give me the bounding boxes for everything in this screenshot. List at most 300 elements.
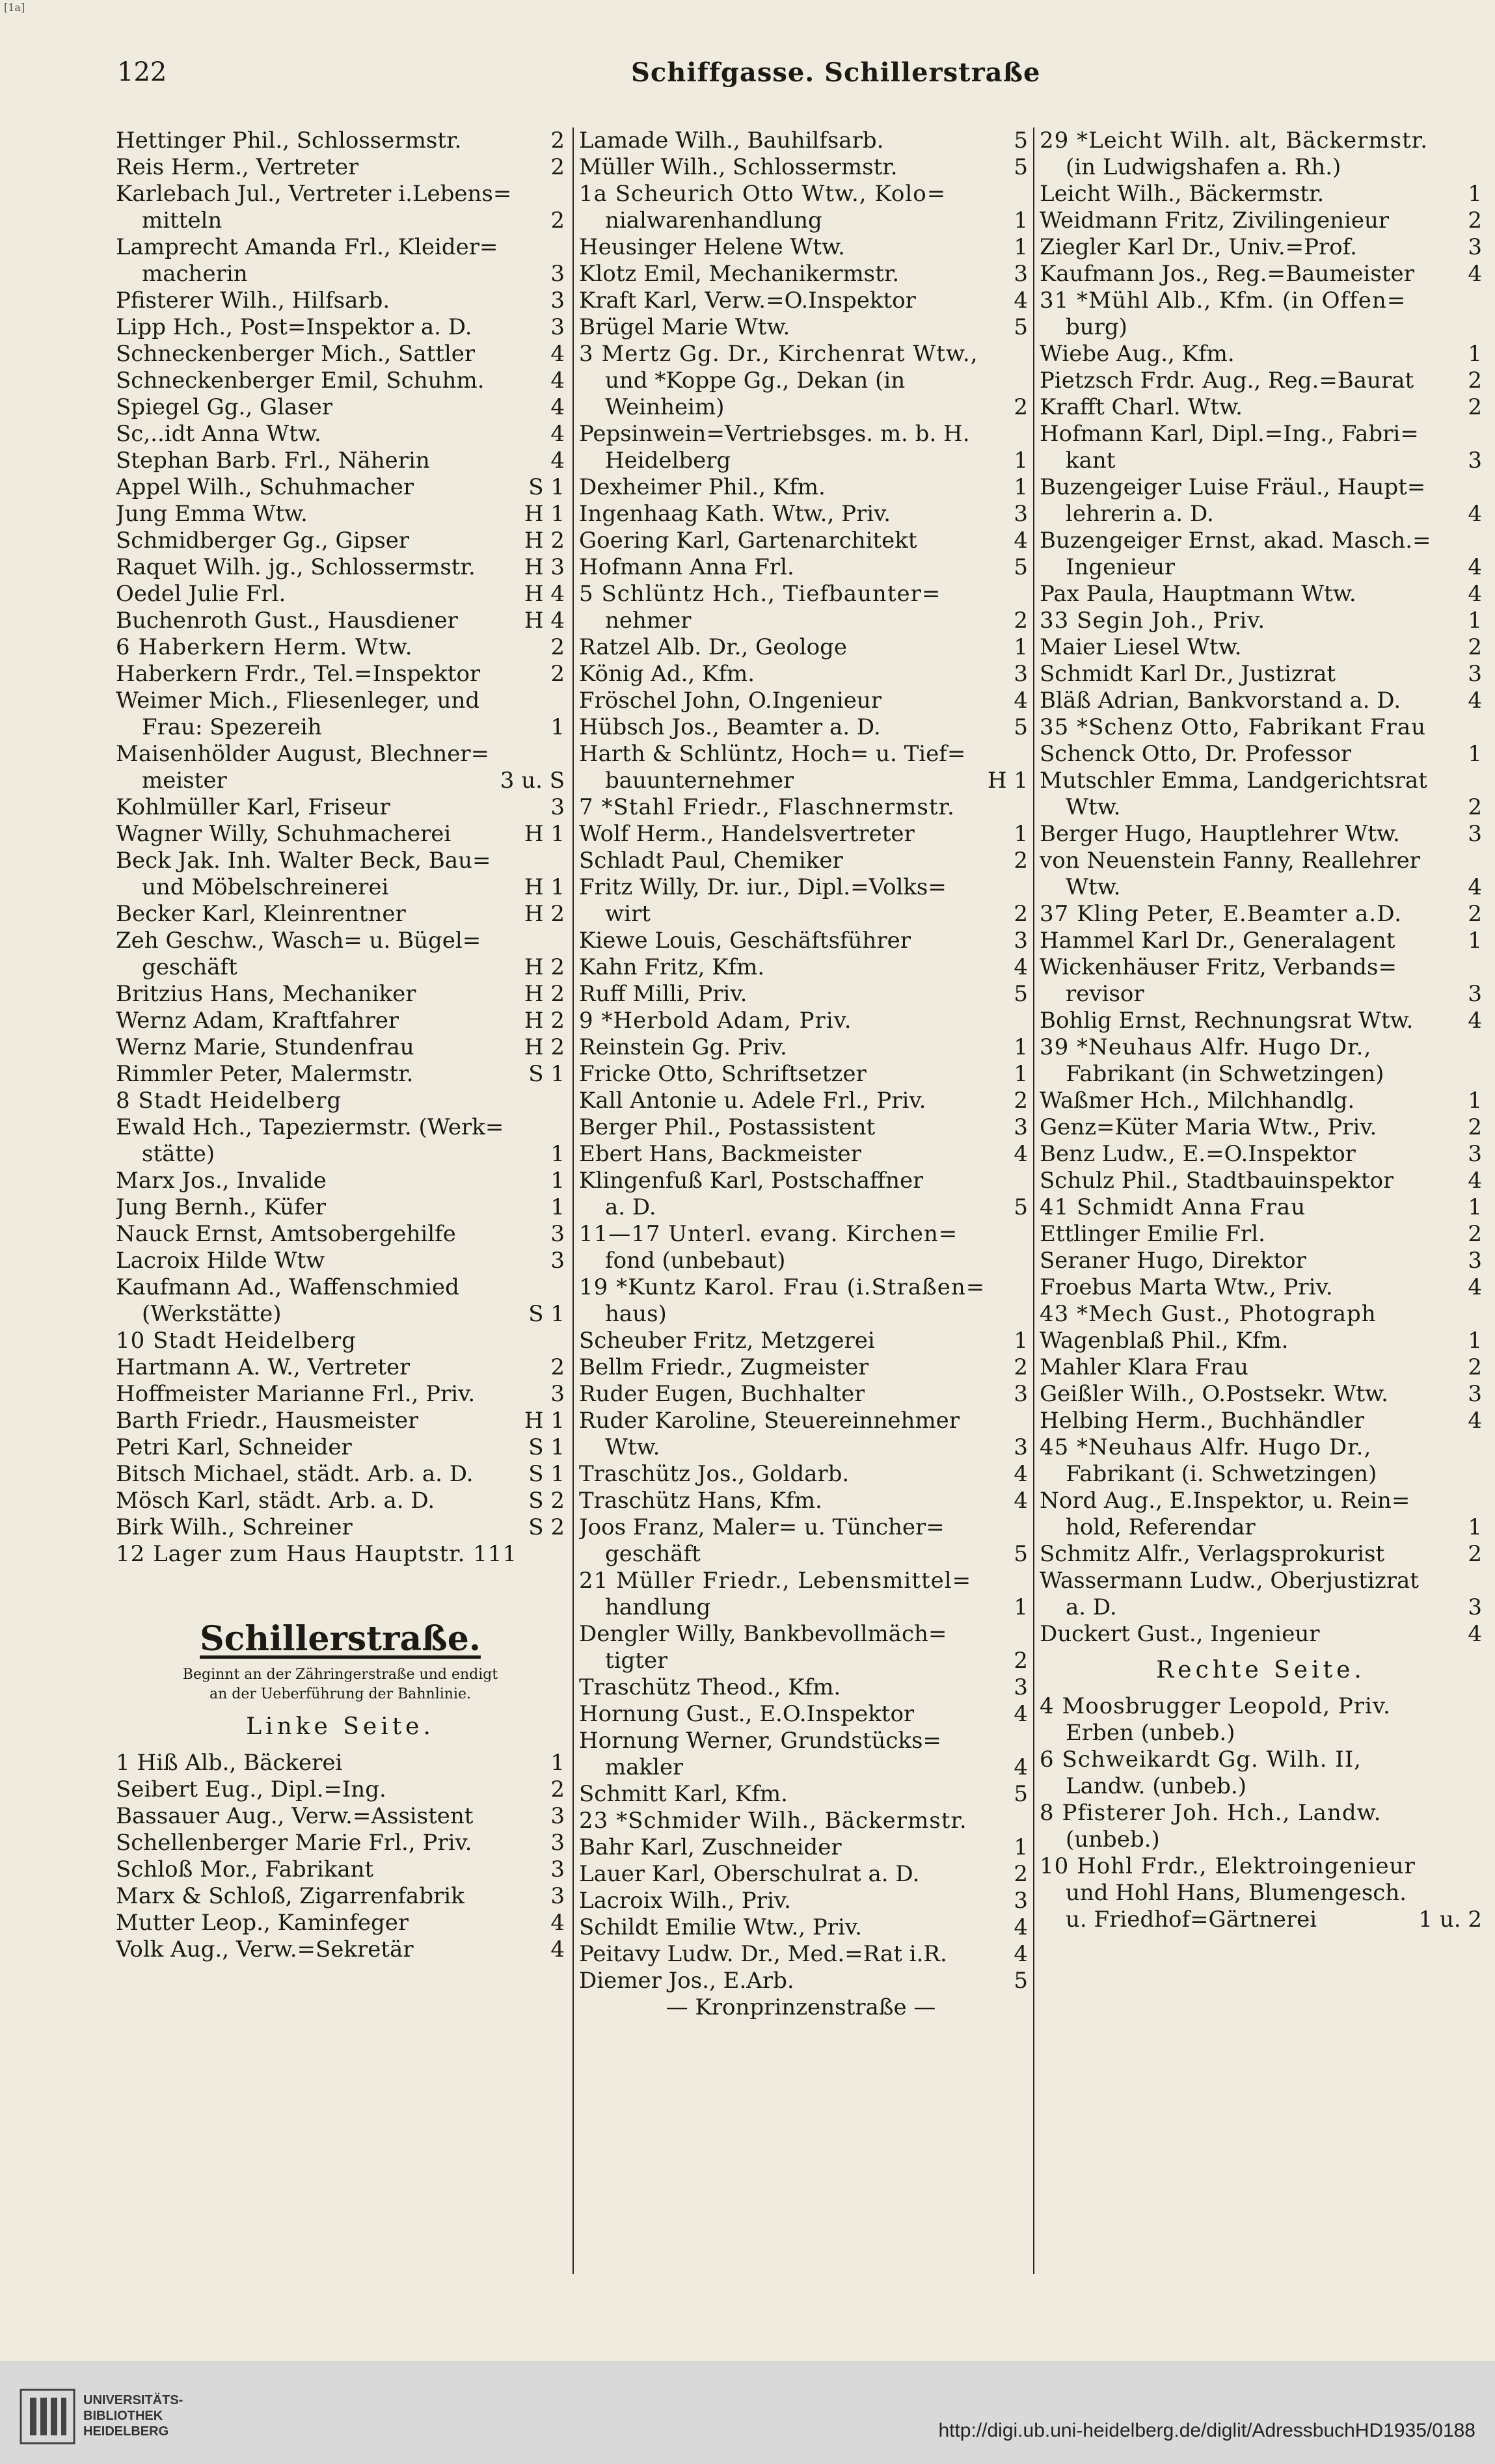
floor-number: 3: [1468, 448, 1482, 474]
house-number-entry: [1040, 1194, 1482, 1221]
house-number-entry: [116, 634, 565, 661]
entry-text: 7 *Stahl Friedr., Flaschnermstr.: [579, 794, 955, 820]
house-number-entry: [1040, 288, 1482, 314]
entry-text: 6 Schweikardt Gg. Wilh. II,: [1040, 1747, 1362, 1773]
entry-text: und Hohl Hans, Blumengesch.: [1066, 1880, 1407, 1906]
floor-number: 3: [550, 1883, 565, 1909]
entry-list: [579, 127, 1028, 2021]
directory-entry: [1040, 1773, 1482, 1800]
entry-list: [116, 1750, 565, 1963]
house-number-entry: [579, 1008, 1028, 1034]
entry-text: Raquet Wilh. jg., Schlossermstr.: [116, 554, 476, 580]
entry-text: 33 Segin Joh., Priv.: [1040, 608, 1266, 634]
floor-number: 1: [1468, 1088, 1482, 1114]
directory-entry: [1040, 768, 1482, 794]
directory-entry: [116, 848, 565, 874]
floor-number: 3: [550, 261, 565, 287]
directory-entry: [579, 981, 1028, 1008]
directory-entry: [116, 661, 565, 688]
floor-number: 1: [1014, 1594, 1028, 1620]
directory-entry: [579, 1834, 1028, 1861]
directory-entry: [579, 528, 1028, 554]
directory-entry: [116, 554, 565, 581]
floor-number: H 2: [524, 981, 565, 1007]
entry-text: Wtw.: [1066, 794, 1121, 820]
floor-number: H 2: [524, 1008, 565, 1034]
entry-text: Dengler Willy, Bankbevollmäch=: [579, 1621, 947, 1647]
entry-text: Bohlig Ernst, Rechnungsrat Wtw.: [1040, 1008, 1414, 1034]
floor-number: 4: [550, 1936, 565, 1962]
floor-number: 2: [1014, 1088, 1028, 1114]
source-url-link[interactable]: http://digi.ub.uni-heidelberg.de/diglit/AdressbuchHD1935/0188: [938, 2420, 1475, 2441]
entry-text: Sc,..idt Anna Wtw.: [116, 421, 321, 447]
entry-text: Ingenhaag Kath. Wtw., Priv.: [579, 501, 891, 527]
floor-number: 3: [550, 1856, 565, 1882]
entry-text: 45 *Neuhaus Alfr. Hugo Dr.,: [1040, 1434, 1372, 1460]
entry-text: Schenck Otto, Dr. Professor: [1040, 741, 1352, 767]
directory-entry: [116, 1354, 565, 1381]
directory-entry: [1040, 661, 1482, 688]
house-number-entry: [1040, 714, 1482, 741]
directory-entry: [116, 1381, 565, 1408]
floor-number: H 3: [524, 554, 565, 580]
directory-entry: [1040, 421, 1482, 448]
directory-entry: [1040, 341, 1482, 368]
floor-number: 1: [1014, 1034, 1028, 1060]
house-number-entry: [1040, 1747, 1482, 1773]
floor-number: 1: [1014, 208, 1028, 234]
floor-number: 1: [1014, 634, 1028, 660]
entry-text: Schmidt Karl Dr., Justizrat: [1040, 661, 1336, 687]
directory-entry: [1040, 741, 1482, 768]
directory-entry: [116, 1061, 565, 1088]
directory-entry: [1040, 1907, 1482, 1933]
directory-entry: [116, 208, 565, 234]
entry-text: Schmitt Karl, Kfm.: [579, 1781, 788, 1807]
entry-text: Heidelberg: [605, 448, 731, 474]
directory-entry: [1040, 1880, 1482, 1907]
entry-text: Schellenberger Marie Frl., Priv.: [116, 1830, 472, 1856]
floor-number: H 4: [524, 608, 565, 634]
directory-entry: [1040, 634, 1482, 661]
entry-text: Wtw.: [1066, 874, 1121, 900]
entry-text: Jung Emma Wtw.: [116, 501, 308, 527]
directory-entry: [116, 1750, 565, 1776]
floor-number: 1: [1014, 448, 1028, 474]
floor-number: 2: [550, 208, 565, 234]
entry-text: Hammel Karl Dr., Generalagent: [1040, 928, 1395, 954]
house-number-entry: [579, 341, 1028, 368]
floor-number: 5: [1014, 714, 1028, 740]
entry-text: Ingenieur: [1066, 554, 1176, 580]
directory-entry: [579, 1648, 1028, 1674]
entry-text: Lacroix Hilde Wtw: [116, 1248, 325, 1274]
page-header: [117, 57, 1477, 103]
directory-entry: [579, 1968, 1028, 1994]
floor-number: H 1: [524, 1408, 565, 1434]
floor-number: 2: [1468, 1354, 1482, 1380]
entry-text: Karlebach Jul., Vertreter i.Lebens=: [116, 181, 512, 207]
directory-entry: [1040, 394, 1482, 421]
floor-number: 5: [1014, 1968, 1028, 1994]
floor-number: 3: [1014, 1434, 1028, 1460]
entry-text: Kraft Karl, Verw.=O.Inspektor: [579, 288, 916, 314]
floor-number: 1: [1468, 1194, 1482, 1220]
entry-text: 35 *Schenz Otto, Fabrikant Frau: [1040, 714, 1427, 740]
floor-number: 4: [1468, 1008, 1482, 1034]
entry-text: 11—17 Unterl. evang. Kirchen=: [579, 1221, 958, 1247]
directory-entry: [116, 261, 565, 288]
entry-text: Wolf Herm., Handelsvertreter: [579, 821, 915, 847]
floor-number: 5: [1014, 1781, 1028, 1807]
directory-entry: [579, 1434, 1028, 1461]
entry-text: Rimmler Peter, Malermstr.: [116, 1061, 414, 1087]
directory-entry: [579, 1488, 1028, 1514]
directory-entry: [116, 1141, 565, 1168]
entry-text: stätte): [142, 1141, 215, 1167]
entry-text: Marx Jos., Invalide: [116, 1168, 327, 1194]
entry-text: haus): [605, 1301, 667, 1327]
entry-text: Hartmann A. W., Vertreter: [116, 1354, 411, 1380]
directory-entry: [1040, 1088, 1482, 1114]
floor-number: 4: [550, 448, 565, 474]
entry-text: Wickenhäuser Fritz, Verbands=: [1040, 954, 1397, 980]
entry-text: Joos Franz, Maler= u. Tüncher=: [579, 1514, 945, 1540]
house-number-entry: [1040, 608, 1482, 634]
entry-list: [1040, 127, 1482, 1648]
floor-number: 2: [1014, 1648, 1028, 1674]
entry-text: Klotz Emil, Mechanikermstr.: [579, 261, 900, 287]
entry-text: nialwarenhandlung: [605, 208, 822, 234]
entry-text: Genz=Küter Maria Wtw., Priv.: [1040, 1114, 1377, 1140]
entry-text: Weinheim): [605, 394, 725, 420]
entry-text: Buzengeiger Ernst, akad. Masch.=: [1040, 528, 1431, 554]
entry-text: 8 Pfisterer Joh. Hch., Landw.: [1040, 1800, 1382, 1826]
entry-text: Schulz Phil., Stadtbauinspektor: [1040, 1168, 1394, 1194]
floor-number: 3: [1468, 1248, 1482, 1274]
entry-text: 37 Kling Peter, E.Beamter a.D.: [1040, 901, 1403, 927]
directory-entry: [116, 1856, 565, 1883]
entry-list: [116, 127, 565, 1568]
spacer: [116, 1568, 565, 1613]
directory-entry: [579, 1461, 1028, 1488]
entry-text: Seraner Hugo, Direktor: [1040, 1248, 1306, 1274]
entry-text: Harth & Schlüntz, Hoch= u. Tief=: [579, 741, 966, 767]
floor-number: 4: [1468, 581, 1482, 607]
entry-text: Berger Phil., Postassistent: [579, 1114, 876, 1140]
directory-entry: [579, 288, 1028, 314]
directory-entry: [1040, 954, 1482, 981]
directory-entry: [579, 1914, 1028, 1941]
house-number-entry: [1040, 1800, 1482, 1827]
entry-text: Mutter Leop., Kaminfeger: [116, 1910, 409, 1936]
directory-entry: [116, 181, 565, 208]
entry-text: a. D.: [1066, 1594, 1117, 1620]
directory-entry: [1040, 1568, 1482, 1594]
floor-number: 2: [1468, 208, 1482, 234]
entry-text: kant: [1066, 448, 1116, 474]
floor-number: 5: [1014, 1541, 1028, 1567]
entry-text: Fabrikant (i. Schwetzingen): [1066, 1461, 1377, 1487]
directory-entry: [116, 608, 565, 634]
entry-text: Peitavy Ludw. Dr., Med.=Rat i.R.: [579, 1941, 947, 1967]
directory-entry: [1040, 1621, 1482, 1648]
floor-number: 1: [1014, 1061, 1028, 1087]
entry-text: Fröschel John, O.Ingenieur: [579, 688, 882, 714]
entry-text: Ruff Milli, Priv.: [579, 981, 748, 1007]
directory-entry: [579, 554, 1028, 581]
entry-text: Mahler Klara Frau: [1040, 1354, 1248, 1380]
directory-entry: [579, 1328, 1028, 1354]
floor-number: 4: [1014, 1461, 1028, 1487]
directory-entry: [1040, 1168, 1482, 1194]
entry-text: Schloß Mor., Fabrikant: [116, 1856, 374, 1882]
entry-text: Mutschler Emma, Landgerichtsrat: [1040, 768, 1427, 794]
directory-entry: [579, 368, 1028, 394]
directory-entry: [116, 1008, 565, 1034]
entry-text: Stephan Barb. Frl., Näherin: [116, 448, 430, 474]
directory-entry: [1040, 1541, 1482, 1568]
side-heading: Linke Seite.: [246, 1713, 435, 1740]
entry-text: Heusinger Helene Wtw.: [579, 234, 845, 260]
floor-number: H 2: [524, 954, 565, 980]
directory-entry: [579, 688, 1028, 714]
directory-entry: [579, 154, 1028, 181]
floor-number: 2: [1014, 608, 1028, 634]
directory-entry: [116, 1803, 565, 1830]
floor-number: 4: [550, 394, 565, 420]
floor-number: 3: [1014, 501, 1028, 527]
house-number-entry: [579, 794, 1028, 821]
entry-text: Schildt Emilie Wtw., Priv.: [579, 1914, 862, 1940]
directory-entry: [1040, 1488, 1482, 1514]
directory-entry: [1040, 1141, 1482, 1168]
entry-text: 39 *Neuhaus Alfr. Hugo Dr.,: [1040, 1034, 1372, 1060]
floor-number: 3: [1014, 928, 1028, 954]
directory-entry: [579, 1248, 1028, 1274]
floor-number: 2: [1468, 901, 1482, 927]
entry-text: Wagenblaß Phil., Kfm.: [1040, 1328, 1289, 1354]
directory-entry: [116, 1910, 565, 1936]
directory-entry: [1040, 981, 1482, 1008]
column-divider: [572, 127, 574, 2274]
entry-text: Waßmer Hch., Milchhandlg.: [1040, 1088, 1355, 1114]
entry-text: 19 *Kuntz Karol. Frau (i.Straßen=: [579, 1274, 986, 1300]
directory-entry: [116, 1936, 565, 1963]
directory-entry: [116, 394, 565, 421]
floor-number: 3: [1468, 1381, 1482, 1407]
directory-entry: [579, 127, 1028, 154]
directory-entry: [579, 1701, 1028, 1728]
floor-number: 2: [1014, 1354, 1028, 1380]
directory-entry: [579, 714, 1028, 741]
entry-text: 10 Stadt Heidelberg: [116, 1328, 357, 1354]
directory-entry: [1040, 1594, 1482, 1621]
house-number-entry: [579, 1808, 1028, 1834]
entry-text: Schmidberger Gg., Gipser: [116, 528, 410, 554]
directory-entry: [1040, 554, 1482, 581]
floor-number: 2: [1014, 848, 1028, 874]
entry-text: Kahn Fritz, Kfm.: [579, 954, 765, 980]
entry-text: fond (unbebaut): [605, 1248, 786, 1274]
floor-number: 2: [550, 1354, 565, 1380]
entry-text: Britzius Hans, Mechaniker: [116, 981, 416, 1007]
directory-entry: [116, 874, 565, 901]
floor-number: 3: [1014, 1381, 1028, 1407]
floor-number: 5: [1014, 154, 1028, 180]
floor-number: 4: [1014, 528, 1028, 554]
entry-text: Lamade Wilh., Bauhilfsarb.: [579, 127, 884, 154]
entry-text: Hornung Werner, Grundstücks=: [579, 1728, 941, 1754]
entry-text: Pax Paula, Hauptmann Wtw.: [1040, 581, 1356, 607]
entry-text: Wassermann Ludw., Oberjustizrat: [1040, 1568, 1419, 1594]
floor-number: S 2: [528, 1514, 565, 1540]
entry-text: Krafft Charl. Wtw.: [1040, 394, 1243, 420]
directory-entry: [1040, 1514, 1482, 1541]
floor-number: 2: [1468, 1221, 1482, 1247]
entry-text: Helbing Herm., Buchhändler: [1040, 1408, 1365, 1434]
floor-number: S 1: [528, 1461, 565, 1487]
directory-entry: [116, 928, 565, 954]
floor-number: S 2: [528, 1488, 565, 1514]
floor-number: 3: [1014, 661, 1028, 687]
entry-text: Lipp Hch., Post=Inspektor a. D.: [116, 314, 472, 340]
entry-text: lehrerin a. D.: [1066, 501, 1214, 527]
entry-text: Ziegler Karl Dr., Univ.=Prof.: [1040, 234, 1357, 260]
directory-entry: [1040, 1274, 1482, 1301]
street-title: Schillerstraße.: [200, 1619, 481, 1659]
directory-entry: [1040, 1381, 1482, 1408]
entry-text: Ebert Hans, Backmeister: [579, 1141, 861, 1167]
entry-text: 43 *Mech Gust., Photograph: [1040, 1301, 1377, 1327]
floor-number: 1: [1468, 928, 1482, 954]
directory-entry: [1040, 1461, 1482, 1488]
directory-entry: [579, 1034, 1028, 1061]
side-heading: Rechte Seite.: [1156, 1657, 1366, 1683]
floor-number: 2: [1468, 394, 1482, 420]
entry-text: 29 *Leicht Wilh. alt, Bäckermstr.: [1040, 127, 1429, 154]
entry-text: Ewald Hch., Tapeziermstr. (Werk=: [116, 1114, 504, 1140]
entry-text: u. Friedhof=Gärtnerei: [1066, 1907, 1317, 1933]
directory-entry: [116, 1248, 565, 1274]
floor-number: 2: [1468, 368, 1482, 394]
floor-number: 4: [1468, 1168, 1482, 1194]
floor-number: 2: [550, 661, 565, 687]
directory-entry: [579, 501, 1028, 528]
directory-entry: [116, 741, 565, 768]
entry-text: Maier Liesel Wtw.: [1040, 634, 1242, 660]
floor-number: 2: [1468, 1114, 1482, 1140]
floor-number: 1: [550, 1168, 565, 1194]
entry-text: Nauck Ernst, Amtsobergehilfe: [116, 1221, 456, 1247]
directory-entry: [116, 314, 565, 341]
floor-number: 5: [1014, 314, 1028, 340]
directory-entry: [1040, 448, 1482, 474]
entry-text: Ettlinger Emilie Frl.: [1040, 1221, 1265, 1247]
entry-text: (unbeb.): [1066, 1827, 1160, 1853]
entry-text: 6 Haberkern Herm. Wtw.: [116, 634, 413, 660]
directory-entry: [116, 1408, 565, 1434]
floor-number: 4: [1014, 1701, 1028, 1727]
house-number-entry: [1040, 1301, 1482, 1328]
entry-text: tigter: [605, 1648, 668, 1674]
house-number-entry: [116, 1328, 565, 1354]
entry-text: Pietzsch Frdr. Aug., Reg.=Baurat: [1040, 368, 1414, 394]
floor-number: 3: [550, 1221, 565, 1247]
directory-entry: [116, 1114, 565, 1141]
directory-entry: [116, 1776, 565, 1803]
entry-text: Hettinger Phil., Schlossermstr.: [116, 127, 462, 154]
directory-entry: [116, 794, 565, 821]
floor-number: 4: [1468, 501, 1482, 527]
entry-text: Wernz Adam, Kraftfahrer: [116, 1008, 399, 1034]
directory-entry: [116, 1034, 565, 1061]
directory-entry: [579, 1514, 1028, 1541]
directory-entry: [116, 421, 565, 448]
floor-number: 1: [550, 1141, 565, 1167]
floor-number: 3: [550, 314, 565, 340]
entry-text: Reis Herm., Vertreter: [116, 154, 359, 180]
directory-entry: [579, 608, 1028, 634]
floor-number: 2: [1468, 794, 1482, 820]
entry-text: Berger Hugo, Hauptlehrer Wtw.: [1040, 821, 1400, 847]
directory-entry: [579, 1861, 1028, 1888]
floor-number: 3: [550, 1248, 565, 1274]
directory-entry: [1040, 181, 1482, 208]
column-right: [1040, 127, 1482, 2281]
entry-text: Marx & Schloß, Zigarrenfabrik: [116, 1883, 465, 1909]
entry-text: und Möbelschreinerei: [142, 874, 389, 900]
floor-number: 1: [1014, 1834, 1028, 1860]
directory-entry: [579, 314, 1028, 341]
directory-entry: [116, 821, 565, 848]
entry-text: Mösch Karl, städt. Arb. a. D.: [116, 1488, 435, 1514]
entry-text: wirt: [605, 901, 651, 927]
directory-entry: [1040, 1061, 1482, 1088]
entry-text: Lacroix Wilh., Priv.: [579, 1888, 791, 1914]
directory-entry: [1040, 1114, 1482, 1141]
entry-text: (in Ludwigshafen a. Rh.): [1066, 154, 1341, 180]
entry-text: 41 Schmidt Anna Frau: [1040, 1194, 1306, 1220]
floor-number: 4: [550, 341, 565, 367]
entry-text: Lamprecht Amanda Frl., Kleider=: [116, 234, 498, 260]
entry-text: und *Koppe Gg., Dekan (in: [605, 368, 906, 394]
entry-text: Benz Ludw., E.=O.Inspektor: [1040, 1141, 1356, 1167]
running-head: Schiffgasse. Schillerstraße: [631, 57, 1041, 88]
entry-text: Bellm Friedr., Zugmeister: [579, 1354, 869, 1380]
entry-text: 4 Moosbrugger Leopold, Priv.: [1040, 1693, 1391, 1719]
entry-text: Duckert Gust., Ingenieur: [1040, 1621, 1320, 1647]
entry-text: Buchenroth Gust., Hausdiener: [116, 608, 458, 634]
directory-entry: [1040, 794, 1482, 821]
entry-text: Seibert Eug., Dipl.=Ing.: [116, 1776, 386, 1802]
entry-text: a. D.: [605, 1194, 656, 1220]
entry-text: Wernz Marie, Stundenfrau: [116, 1034, 414, 1060]
entry-text: Wagner Willy, Schuhmacherei: [116, 821, 451, 847]
floor-number: 1: [550, 1194, 565, 1220]
entry-text: Schmitz Alfr., Verlagsprokurist: [1040, 1541, 1385, 1567]
library-name-line: BIBLIOTHEK: [83, 2409, 163, 2423]
library-logo-icon: [18, 2387, 77, 2446]
directory-entry: [579, 1674, 1028, 1701]
floor-number: 3: [550, 1830, 565, 1856]
entry-text: Birk Wilh., Schreiner: [116, 1514, 353, 1540]
entry-text: mitteln: [142, 208, 222, 234]
floor-number: H 2: [524, 901, 565, 927]
floor-number: 4: [550, 421, 565, 447]
floor-number: S 1: [528, 1434, 565, 1460]
entry-text: Erben (unbeb.): [1066, 1720, 1235, 1746]
